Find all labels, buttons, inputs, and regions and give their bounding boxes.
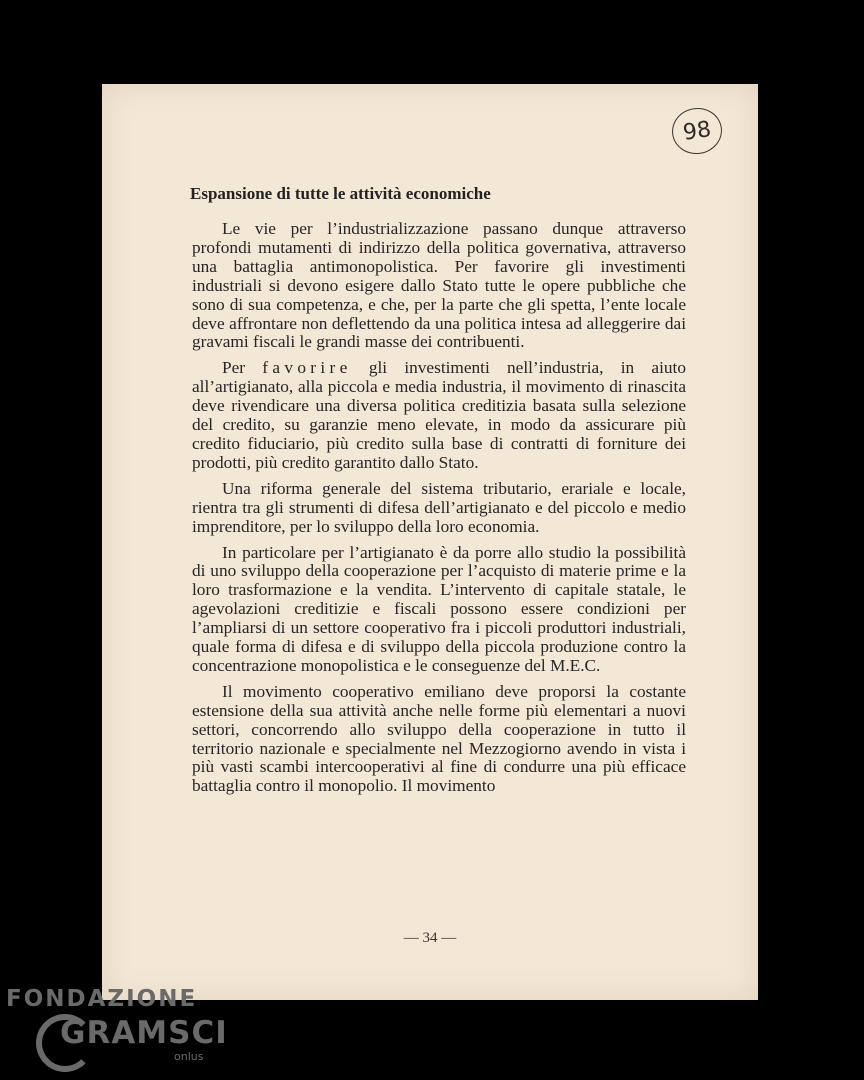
paragraph-2 [192,359,686,472]
body-text [192,220,686,803]
fondazione-gramsci-logo [6,986,228,1076]
paragraph-3: Una riforma generale del sistema tributario, erariale e locale, rientra tra gli strumenti di difesa dell’artigianato e del piccolo e medio imprenditore, per lo sviluppo della loro economia. [192,478,686,536]
logo-g-mark-icon [36,1014,94,1072]
paragraph-2-start: Per [222,358,246,378]
paragraph-4: In particolare per l’artigianato è da porre allo studio la possibilità di uno sviluppo della cooperazione per l’acquisto di materie prime e la loro trasformazione e la vendita. L’intervento di capitale statale, le agevolazioni creditizie e fiscali possono essere condizioni per l’ampliarsi di un settore cooperativo fra i piccoli produttori industriali, quale forma di difesa e di sviluppo della piccola produzione contro la concentrazione monopolistica e le conseguenze del M.E.C. [192,542,686,675]
paragraph-2-spaced-word: favorire [262,358,352,378]
logo-line-1: FONDAZIONE [6,986,198,1012]
logo-line-3: onlus [174,1050,204,1063]
section-title: Espansione di tutte le attività economiche [190,184,491,203]
page-number: — 34 — [403,930,457,946]
paragraph-1: Le vie per l’industrializzazione passano dunque attraverso profondi mutamenti di indirizzo della politica governativa, attraverso una battaglia antimonopolistica. Per favorire gli investimenti industriali si devono esigere dallo Stato tutte le opere pubbliche che sono di sua competenza, e che, per la parte che gli spetta, l’ente locale deve affrontare non deflettendo da una politica intesa ad alleggerire dai gravami fiscali le grandi masse dei contribuenti. [192,219,686,352]
logo-line-2: GRAMSCI [60,1015,228,1051]
handwritten-page-number: 98 [669,105,725,158]
paragraph-2-rest: gli investimenti nell’industria, in aiuto all’artigianato, alla piccola e media industria, il movimento di rinascita deve rivendicare una diversa politica creditizia basata sulla selezione del credito, su garanzie meno elevate, in modo da assicurare più credito fiduciario, più credito sulla base di contratti di forniture dei prodotti, più credito garantito dallo Stato. [192,358,686,472]
document-page [102,84,758,1000]
paragraph-5: Il movimento cooperativo emiliano deve proporsi la costante estensione della sua attività anche nelle forme più elementari a nuovi settori, concorrendo allo sviluppo della cooperazione in tutto il territorio nazionale e specialmente nel Mezzogiorno avendo in vista i più vasti scambi intercooperativi al fine di condurre una più efficace battaglia contro il monopolio. Il movimento [192,681,686,796]
